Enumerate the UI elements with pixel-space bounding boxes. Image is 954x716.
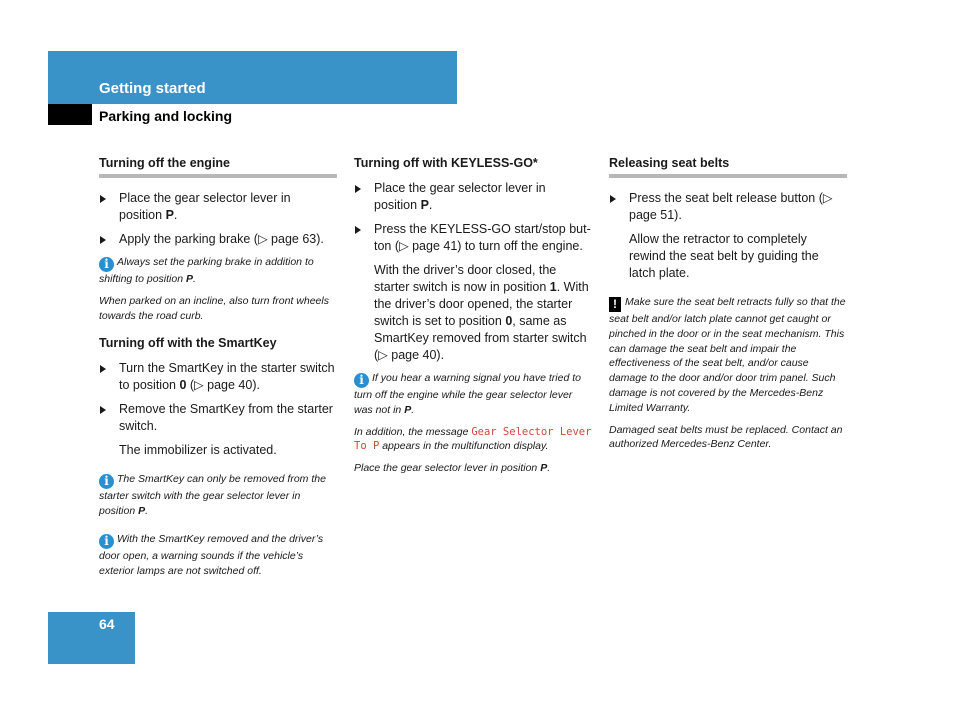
- info-note-warning-signal: i If you hear a warning signal you have tried to turn off the engine while the gear selector lever was not in P.: [354, 372, 581, 416]
- bullet-arrow-icon: [100, 236, 106, 244]
- info-icon: i: [99, 257, 114, 272]
- heading-smartkey: Turning off with the SmartKey: [99, 336, 277, 351]
- bullet-arrow-icon: [355, 185, 361, 193]
- column-seat-belts: [609, 155, 847, 459]
- note-place-lever: Place the gear selector lever in position P.: [354, 462, 551, 475]
- note-damaged-seat-belts: Damaged seat belts must be replaced. Contact an authorized Mercedes-Benz Center.: [609, 423, 843, 451]
- text-starter-switch-position: With the driver’s door closed, the starter switch is now in position 1. With the driver’s door opened, the starter switch is set to position 0, same as SmartKey removed from starter switch (▷ page 40).: [374, 263, 589, 362]
- step-remove-smartkey: Remove the SmartKey from the starter switch.: [99, 401, 337, 435]
- section-tab-marker: [48, 104, 92, 125]
- bullet-arrow-icon: [100, 365, 106, 373]
- info-note-smartkey-removal: i The SmartKey can only be removed from the starter switch with the gear selector lever in position P.: [99, 473, 326, 518]
- warning-note-seat-belt: ! Make sure the seat belt retracts fully so that the seat belt and/or latch plate cannot get caught or pinched in the door or in the seat mechanism. This can damage the seat belt and impair the effectiveness of the seat belt, and/or cause damage to the door and/or door trim panel. Such damage is not covered by the Mercedes-Benz Limited Warranty.: [609, 296, 846, 414]
- note-incline: When parked on an incline, also turn front wheels towards the road curb.: [99, 294, 329, 322]
- info-note-exterior-lamps: i With the SmartKey removed and the driver’s door open, a warning sounds if the vehicle’s exterior lamps are not switched off.: [99, 532, 324, 577]
- text-rewind-seat-belt: Allow the retractor to completely rewind the seat belt by guiding the latch plate.: [629, 232, 819, 280]
- display-message: Gear Selector Lever To P: [354, 425, 592, 453]
- heading-turning-off-engine: Turning off the engine: [99, 155, 337, 178]
- step-gear-selector: Place the gear selector lever in position P.: [99, 190, 337, 224]
- column-keyless-go: [354, 155, 592, 483]
- note-multifunction-message: In addition, the message Gear Selector Lever To P appears in the multifunction display.: [354, 425, 592, 453]
- bullet-arrow-icon: [100, 195, 106, 203]
- step-parking-brake: Apply the parking brake (▷ page 63).: [99, 231, 337, 248]
- step-turn-smartkey: Turn the SmartKey in the starter switch to position 0 (▷ page 40).: [99, 360, 337, 394]
- info-icon: i: [99, 474, 114, 489]
- info-icon: i: [354, 373, 369, 388]
- bullet-arrow-icon: [610, 195, 616, 203]
- heading-keyless-go: Turning off with KEYLESS-GO*: [354, 156, 538, 170]
- bullet-arrow-icon: [355, 226, 361, 234]
- info-icon: i: [99, 534, 114, 549]
- subsection-title: Parking and locking: [99, 108, 233, 124]
- step-gear-selector-kg: Place the gear selector lever in position P.: [354, 180, 592, 214]
- page-number-band: [48, 612, 135, 664]
- heading-releasing-seat-belts: Releasing seat belts: [609, 155, 847, 178]
- info-note-parking-brake: i Always set the parking brake in addition to shifting to position P.: [99, 256, 314, 285]
- section-title: Getting started: [99, 80, 206, 97]
- page-number: 64: [99, 616, 115, 632]
- bullet-arrow-icon: [100, 406, 106, 414]
- result-immobilizer: The immobilizer is activated.: [119, 443, 277, 458]
- warning-icon: !: [609, 297, 621, 312]
- step-press-start-stop: Press the KEYLESS-GO start/stop but-ton (▷ page 41) to turn off the engine.: [354, 221, 592, 255]
- step-press-release-button: Press the seat belt release button (▷ page 51).: [609, 190, 847, 224]
- column-engine-off: [99, 155, 337, 586]
